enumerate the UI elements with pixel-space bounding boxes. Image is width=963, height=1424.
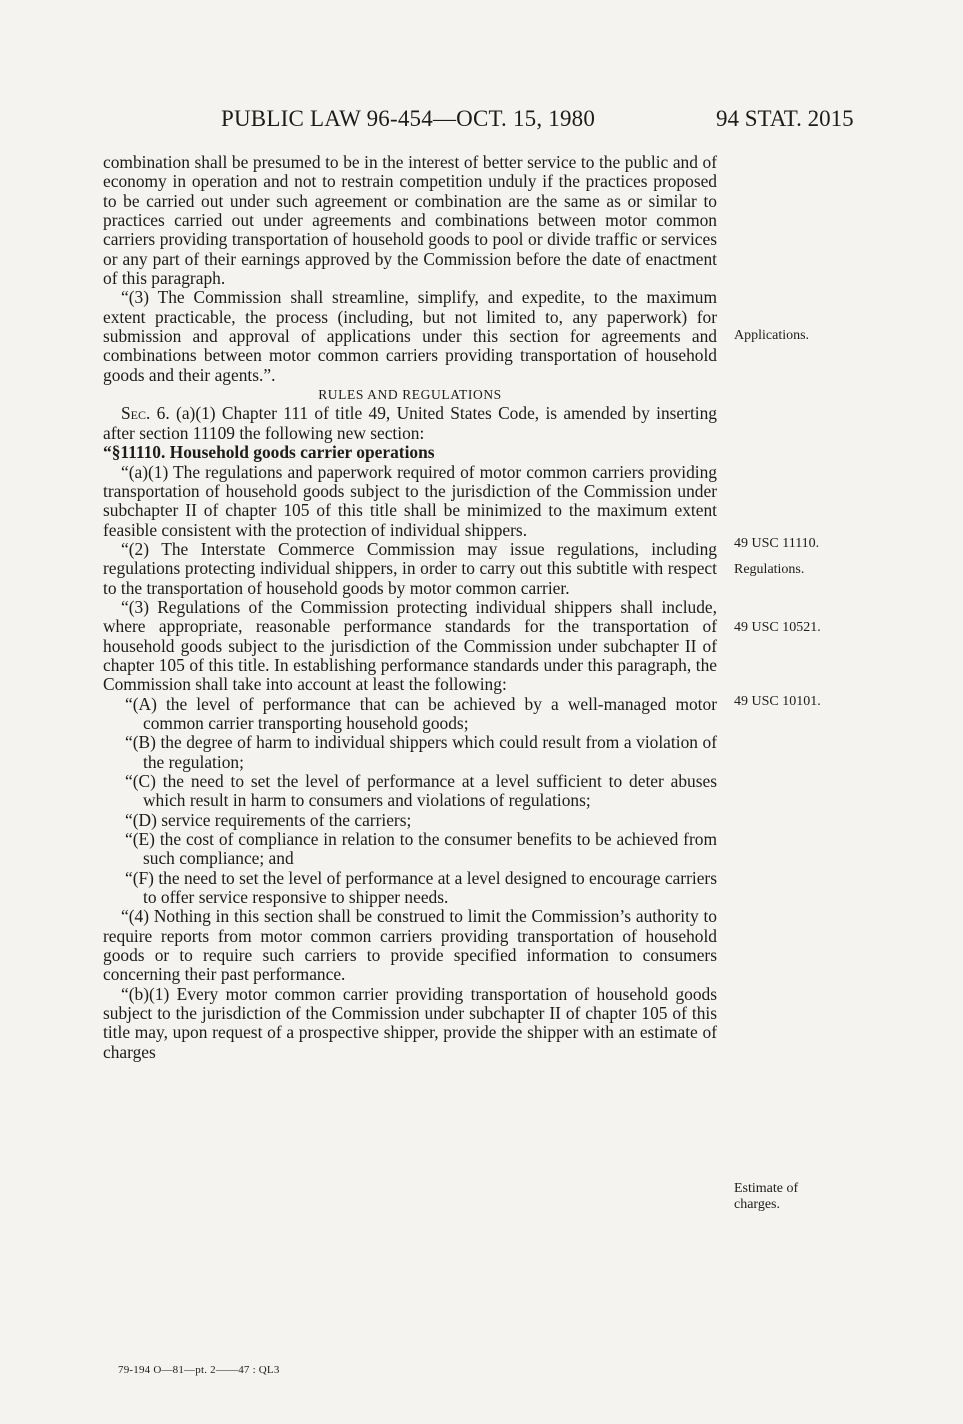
printing-code-footer: 79-194 O—81—pt. 2——47 : QL3 bbox=[118, 1364, 280, 1376]
section-label: Sec. bbox=[121, 403, 151, 424]
margin-note-estimate-line2: charges. bbox=[734, 1197, 780, 1212]
margin-note-usc-10101: 49 USC 10101. bbox=[734, 694, 821, 709]
subsection-a2: “(2) The Interstate Commerce Commission may issue regulations, including regulations protecting individual shippers, in order to carry out this subtitle with respect to the transportation of household goods by motor common carrier. bbox=[103, 538, 717, 598]
item-c: “(C) the need to set the level of performance at a level sufficient to deter abuses which result in harm to consumers and violations of regulations; bbox=[125, 771, 717, 811]
item-d: “(D) service requirements of the carriers; bbox=[125, 809, 412, 830]
margin-note-regulations: Regulations. bbox=[734, 562, 805, 577]
subsection-a3: “(3) Regulations of the Commission protecting individual shippers shall include, where appropriate, reasonable performance standards for the transportation of household goods subject to the jurisdiction of the Commission under subchapter II of chapter 105 of this title. In establishing performance standards under this paragraph, the Commission shall take into account at least the following: bbox=[103, 596, 717, 695]
item-b: “(B) the degree of harm to individual shippers which could result from a violation of the regulation; bbox=[125, 732, 717, 772]
section-11110-title: “§11110. Household goods carrier operations bbox=[103, 442, 435, 463]
margin-note-estimate bbox=[734, 1181, 798, 1213]
item-e: “(E) the cost of compliance in relation to the consumer benefits to be achieved from such compliance; and bbox=[125, 829, 717, 869]
item-a: “(A) the level of performance that can be achieved by a well-managed motor common carrier transporting household goods; bbox=[125, 693, 717, 733]
public-law-title: PUBLIC LAW 96-454—OCT. 15, 1980 bbox=[221, 106, 596, 131]
margin-note-usc-10521: 49 USC 10521. bbox=[734, 620, 821, 635]
section-6-text: 6. (a)(1) Chapter 111 of title 49, United States Code, is amended by inserting after section 11109 the following new section: bbox=[103, 403, 717, 443]
section-6-paragraph bbox=[103, 404, 717, 443]
margin-note-applications: Applications. bbox=[734, 328, 810, 343]
subsection-a1: “(a)(1) The regulations and paperwork required of motor common carriers providing transportation of household goods subject to the jurisdiction of the Commission under subchapter II of chapter 105 of this title shall be minimized to the maximum extent feasible consistent with the protection of individual shippers. bbox=[103, 461, 717, 540]
rules-and-regulations-heading: RULES AND REGULATIONS bbox=[318, 387, 502, 403]
item-f: “(F) the need to set the level of performance at a level designed to encourage carriers to offer service responsive to shipper needs. bbox=[125, 867, 717, 908]
page-header bbox=[0, 106, 963, 136]
subsection-b1: “(b)(1) Every motor common carrier providing transportation of household goods subject to the jurisdiction of the Commission under subchapter II of chapter 105 of this title may, upon request of a prospective shipper, provide the shipper with an estimate of charges bbox=[103, 983, 717, 1062]
body-text bbox=[103, 153, 717, 1062]
margin-note-estimate-line1: Estimate of bbox=[734, 1181, 799, 1196]
paragraph-continuation: combination shall be presumed to be in the interest of better service to the public and of economy in operation and not to restrain competition unduly if the practices proposed to be carried out under such agreement or combination are the same as or similar to practices carried out under agreements and combinations between motor common carriers providing transportation of household goods to pool or divide traffic or services or any part of their earnings approved by the Commission before the date of enactment of this paragraph. bbox=[103, 152, 717, 289]
margin-note-usc-11110: 49 USC 11110. bbox=[734, 536, 820, 551]
statute-page-number: 94 STAT. 2015 bbox=[716, 106, 854, 131]
subsection-a4: “(4) Nothing in this section shall be construed to limit the Commission’s authority to require reports from motor common carriers providing transportation of household goods or to require such carriers to provide specified information to consumers concerning their past performance. bbox=[103, 906, 717, 985]
paragraph-3-applications: “(3) The Commission shall streamline, simplify, and expedite, to the maximum extent practicable, the process (including, but not limited to, any paperwork) for submission and approval of applications under this section for agreements and combinations between motor common carriers providing transportation of household goods and their agents.”. bbox=[103, 287, 717, 385]
